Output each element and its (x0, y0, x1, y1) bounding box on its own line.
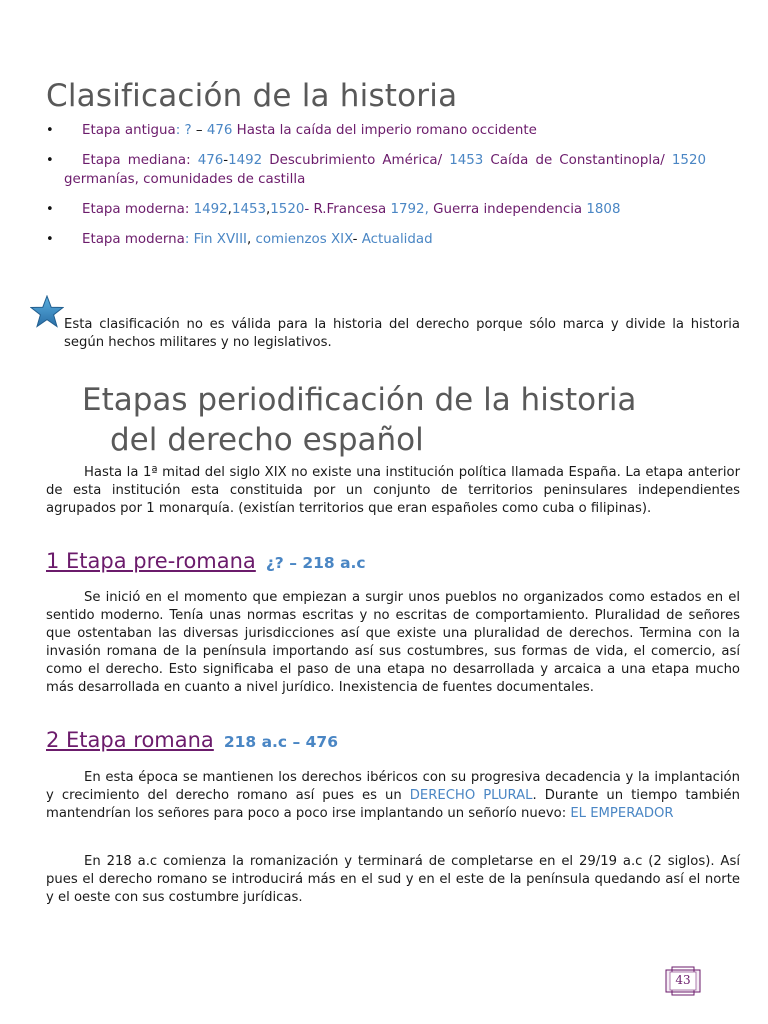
bullet-icon: • (46, 202, 54, 217)
year: 476 (190, 153, 224, 168)
year: 1453 (231, 202, 267, 217)
stage-end: 476 (206, 123, 233, 138)
section-dates: ¿? – 218 a.c (265, 554, 366, 572)
section-dates: 218 a.c – 476 (223, 733, 338, 751)
classification-list (46, 121, 706, 260)
romanizacion-paragraph: En 218 a.c comienza la romanización y terminará de completarse en el 29/19 a.c (2 siglos). Así pues el derecho romano se introducirá más en el sud y en el este de la península quedando así el norte y el oeste con sus costumbre jurídicas. (46, 854, 740, 905)
bullet-icon: • (46, 123, 54, 138)
stage-start: : Fin XVIII (184, 232, 247, 247)
section-heading (82, 380, 708, 460)
stage-desc: Caída de Constantinopla/ (483, 153, 672, 168)
section-title: 1 Etapa pre-romana (46, 549, 256, 573)
page-title: Clasificación de la historia (46, 78, 458, 114)
year: 1492 (228, 153, 263, 168)
separator: , (246, 232, 256, 247)
separator: , (227, 202, 232, 217)
stage-desc: Guerra independencia (428, 202, 587, 217)
list-item (46, 230, 706, 249)
note-text: Esta clasificación no es válida para la historia del derecho porque sólo marca y divide la historia según hechos militares y no legislativos. (64, 317, 740, 350)
section-romana (46, 728, 338, 752)
stage-start: : ? (175, 123, 196, 138)
highlight-derecho-plural: DERECHO PLURAL (409, 788, 533, 803)
stage-name: Etapa moderna: (82, 202, 190, 217)
list-item (46, 151, 706, 189)
section-title: 2 Etapa romana (46, 728, 214, 752)
bullet-icon: • (46, 153, 54, 168)
section-pre-romana (46, 549, 366, 573)
list-item (46, 121, 706, 140)
pre-romana-paragraph: Se inició en el momento que empiezan a surgir unos pueblos no organizados como estados en el sentido moderno. Tenía unas normas escritas y no escritas de comportamiento. Pluralidad de señores que ostentaban las diversas jurisdicciones así que existe una pluralidad de derechos. Termina con la invasión romana de la península importando así sus costumbres, sus formas de vida, el comercio, así como el derecho. Esto significaba el paso de una etapa no desarrollada y arcaica a una etapa mucho más desarrollada en cuanto a nivel jurídico. Inexistencia de fuentes documentales. (46, 590, 740, 695)
intro-paragraph: Hasta la 1ª mitad del siglo XIX no existe una institución política llamada España. La etapa anterior de esta institución esta constituida por un conjunto de territorios peninsulares independientes agrupados por 1 monarquía. (existían territorios que eran españoles como cuba o filipinas). (46, 465, 740, 516)
section-heading-line2: del derecho español (110, 422, 424, 458)
stage-start: comienzos XIX (255, 232, 353, 247)
section-heading-line1: Etapas periodificación de la historia (82, 382, 637, 418)
separator: , (266, 202, 271, 217)
page-number: 43 (675, 973, 691, 987)
stage-name: Etapa moderna (82, 232, 185, 247)
stage-desc: germanías, comunidades de castilla (64, 172, 306, 187)
stage-desc: Descubrimiento América/ (262, 153, 450, 168)
year: 1520 (671, 153, 706, 168)
paragraph-text: En esta época se mantienen los derechos ibéricos con su progresiva decadencia y la implantación y crecimiento del derecho romano así pues es un (46, 770, 740, 803)
separator: - (223, 153, 229, 168)
star-icon (30, 295, 64, 329)
stage-name: Etapa mediana: (82, 153, 191, 168)
highlight-el-emperador: EL EMPERADOR (570, 806, 674, 821)
year: 1520 (270, 202, 305, 217)
stage-desc: - R.Francesa (304, 202, 391, 217)
separator: - (352, 232, 362, 247)
year: 1453 (449, 153, 484, 168)
stage-end: Actualidad (361, 232, 433, 247)
list-item (46, 200, 706, 219)
romana-paragraph (46, 769, 740, 823)
page-number-badge (664, 966, 702, 996)
year: 1808 (586, 202, 621, 217)
paragraph-text: . Durante un tiempo también mantendrían los señores para poco a poco irse implantando un señorío nuevo: (46, 788, 740, 821)
stage-name: Etapa antigua (82, 123, 176, 138)
separator: – (195, 123, 207, 138)
stage-desc: Hasta la caída del imperio romano occidente (232, 123, 537, 138)
year: 1792, (390, 202, 429, 217)
year: 1492 (189, 202, 228, 217)
bullet-icon: • (46, 232, 54, 247)
